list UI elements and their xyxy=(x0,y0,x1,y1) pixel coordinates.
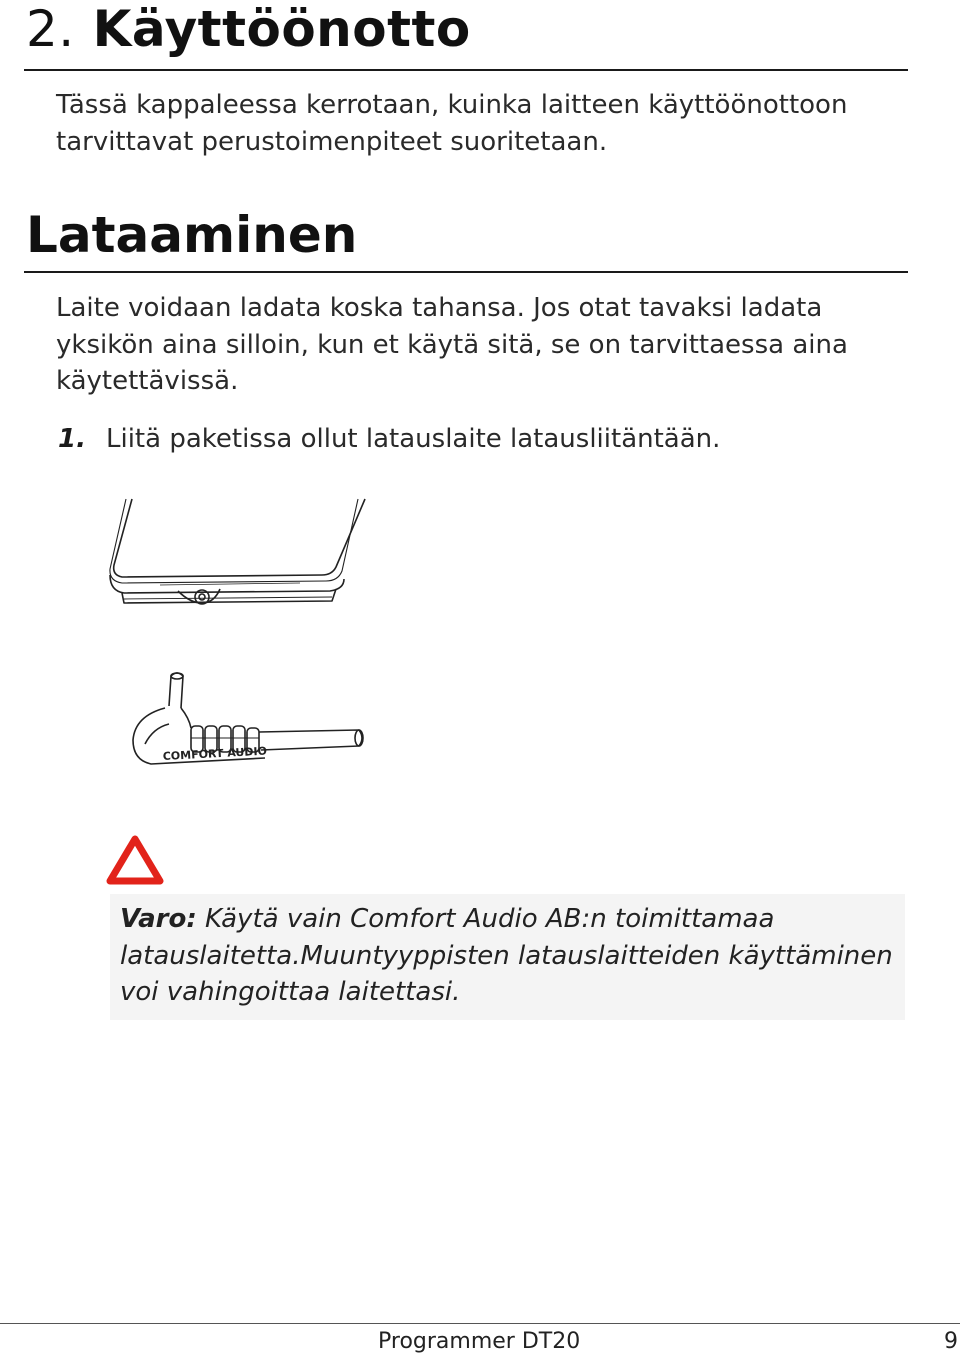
heading-rule xyxy=(24,69,908,71)
intro-line: Tässä kappaleessa kerrotaan, kuinka laitteen käyttöönottoon xyxy=(56,90,848,120)
chapter-heading xyxy=(26,0,471,58)
page-number: 9 xyxy=(944,1329,958,1354)
step-number: 1. xyxy=(58,424,86,454)
section-line: käytettävissä. xyxy=(56,366,239,396)
intro-paragraph xyxy=(56,87,847,160)
warning-triangle-icon xyxy=(105,834,165,886)
section-line: Laite voidaan ladata koska tahansa. Jos otat tavaksi ladata xyxy=(56,293,823,323)
cable-brand-label: COMFORT AUDIO xyxy=(162,744,268,763)
section-rule xyxy=(24,271,908,273)
footer-title: Programmer DT20 xyxy=(378,1329,581,1354)
warning-line-3: voi vahingoittaa laitettasi. xyxy=(120,977,461,1007)
warning-line xyxy=(120,901,893,938)
chapter-number: 2. xyxy=(26,0,75,58)
section-line: yksikön aina silloin, kun et käytä sitä, se on tarvittaessa aina xyxy=(56,329,848,360)
warning-line-1: Käytä vain Comfort Audio AB:n toimittamaa xyxy=(205,904,775,934)
warning-text xyxy=(120,901,893,1011)
intro-line: tarvittavat perustoimenpiteet suoritetaan. xyxy=(56,126,608,157)
footer-rule xyxy=(0,1323,960,1324)
section-title: Lataaminen xyxy=(26,206,358,264)
charger-cable-illustration xyxy=(125,668,370,778)
chapter-title: Käyttöönotto xyxy=(92,0,471,58)
step-text: Liitä paketissa ollut latauslaite latausliitäntään. xyxy=(106,424,721,454)
section-paragraph xyxy=(56,290,848,400)
device-bottom-illustration xyxy=(100,495,380,615)
warning-line-2: latauslaitetta.Muuntyyppisten latauslaitteiden käyttäminen xyxy=(120,940,893,971)
warning-label: Varo: xyxy=(120,904,197,934)
